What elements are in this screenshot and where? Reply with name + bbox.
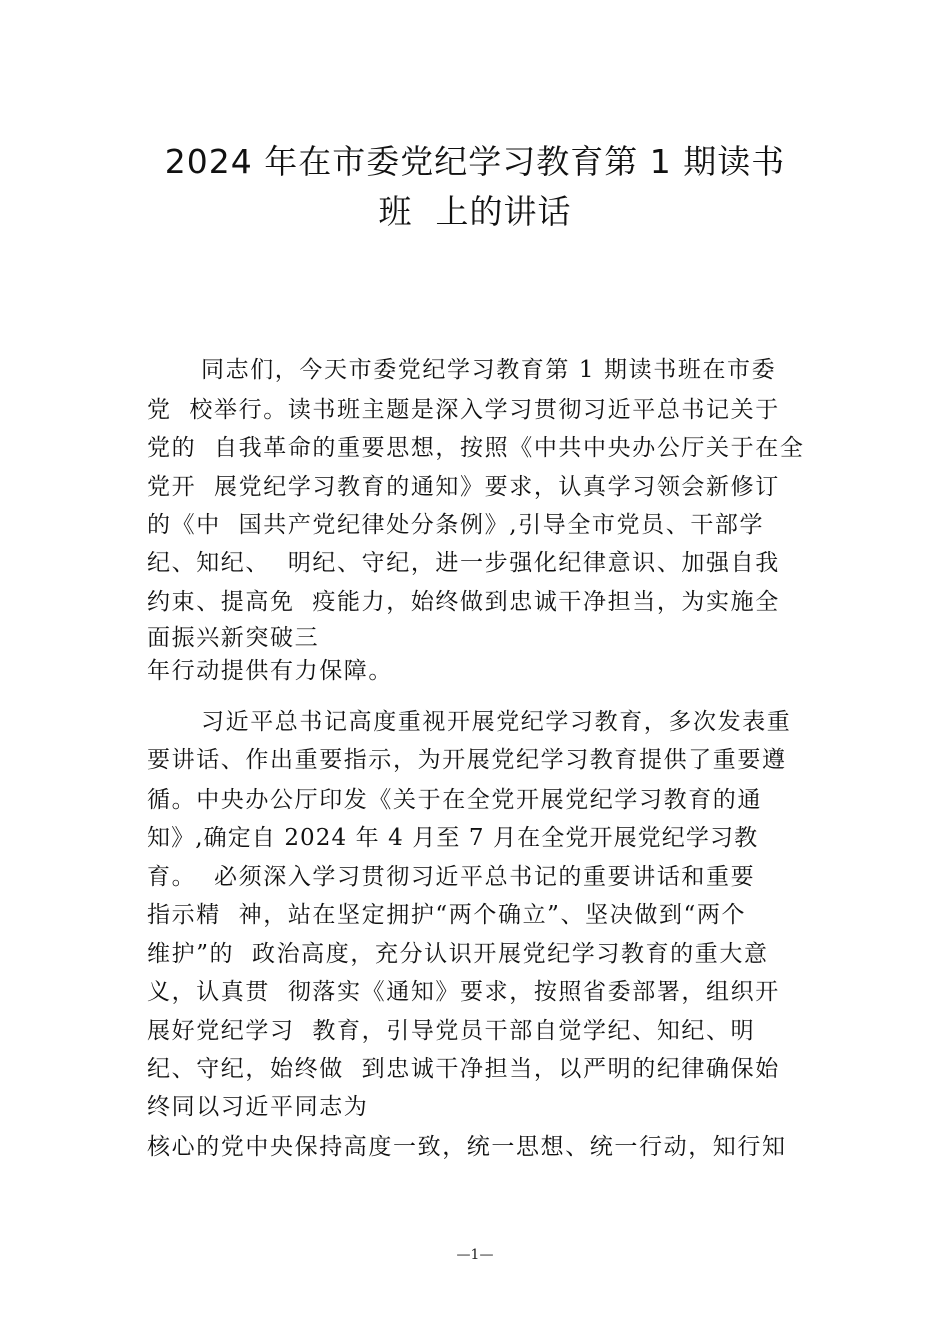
paragraph-1-line: 党的 自我革命的重要思想，按照《中共中央办公厅关于在全	[147, 435, 805, 461]
paragraph-1-line: 的《中 国共产党纪律处分条例》,引导全市党员、干部学	[147, 512, 765, 538]
paragraph-2-line: 维护”的 政治高度，充分认识开展党纪学习教育的重大意	[147, 941, 769, 967]
paragraph-2-line: 要讲话、作出重要指示，为开展党纪学习教育提供了重要遵	[147, 747, 787, 773]
paragraph-1-line: 党 校举行。读书班主题是深入学习贯彻习近平总书记关于	[147, 397, 780, 423]
paragraph-2-line: 循。中央办公厅印发《关于在全党开展党纪学习教育的通	[147, 787, 762, 813]
paragraph-2-line: 核心的党中央保持高度一致，统一思想、统一行动，知行知	[147, 1134, 787, 1160]
paragraph-2-line: 育。 必须深入学习贯彻习近平总书记的重要讲话和重要	[147, 864, 756, 890]
document-title-line-2: 班 上的讲话	[378, 192, 572, 231]
paragraph-1-line: 约束、提高免 疫能力，始终做到忠诚干净担当，为实施全	[147, 589, 780, 615]
paragraph-2-line: 习近平总书记高度重视开展党纪学习教育，多次发表重	[201, 709, 792, 735]
paragraph-2-line: 指示精 神，站在坚定拥护“两个确立”、坚决做到“两个	[147, 902, 747, 928]
paragraph-1-line: 纪、知纪、 明纪、守纪，进一步强化纪律意识、加强自我	[147, 550, 780, 576]
page-number: —1—	[456, 1247, 494, 1263]
document-title-line-1: 2024 年在市委党纪学习教育第 1 期读书	[164, 142, 786, 181]
paragraph-2-line: 纪、守纪，始终做 到忠诚干净担当，以严明的纪律确保始	[147, 1056, 780, 1082]
paragraph-1-line: 年行动提供有力保障。	[147, 658, 393, 684]
paragraph-1-line: 党开 展党纪学习教育的通知》要求，认真学习领会新修订	[147, 474, 780, 500]
paragraph-2-line: 终同以习近平同志为	[147, 1094, 369, 1120]
paragraph-2-line: 义，认真贯 彻落实《通知》要求，按照省委部署，组织开	[147, 979, 780, 1005]
paragraph-2-line: 展好党纪学习 教育，引导党员干部自觉学纪、知纪、明	[147, 1018, 756, 1044]
paragraph-1-line: 同志们，今天市委党纪学习教育第 1 期读书班在市委	[201, 357, 777, 383]
paragraph-1-line: 面振兴新突破三	[147, 625, 320, 651]
paragraph-2-line: 知》,确定自 2024 年 4 月至 7 月在全党开展党纪学习教	[147, 825, 759, 851]
